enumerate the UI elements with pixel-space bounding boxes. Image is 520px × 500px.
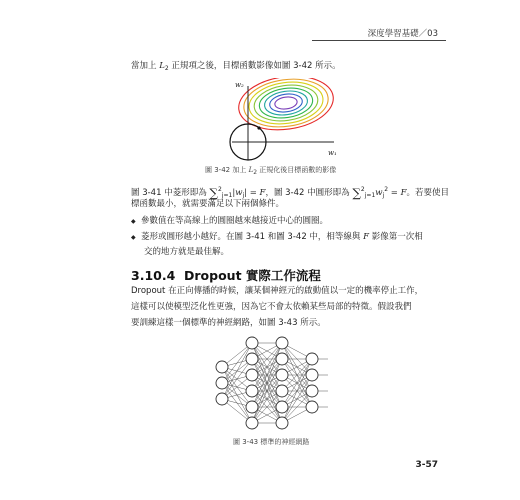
bullet-item: ◆ 菱形或圓形越小越好。在圖 3-41 和圖 3-42 中，相等線與 F 影像第一次相 [131, 232, 423, 242]
neuron-node [246, 369, 258, 381]
paragraph-diamond-circle-line2: 標函數最小，就需要滿足以下兩個條件。 [131, 199, 285, 209]
paragraph-diamond-circle: 圖 3-41 中菱形即為 $\sum^2_{j=1}|w_j| = F$，圖 3-42 中圓形即為 $\sum^2_{j=1}w_j^2 = F$。若要使目 [131, 186, 449, 200]
header-rule [312, 40, 446, 41]
optimum-point [257, 126, 260, 129]
neuron-node [246, 417, 258, 429]
axis-label-w2: w₂ [235, 81, 244, 89]
neuron-node [276, 401, 288, 413]
neuron-node [306, 353, 318, 365]
contour-line [269, 92, 304, 114]
running-header: 深度學習基礎／03 [367, 29, 438, 39]
neuron-node [276, 337, 288, 349]
figure-3-42-caption: 圖 3-42 加上 L2 正規化後目標函數的影像 [205, 166, 337, 176]
bullet-item: ◆ 參數值在等高線上的圓圈越來越接近中心的圓圈。 [131, 216, 329, 226]
neuron-node [216, 393, 228, 405]
dropout-paragraph-line: 這樣可以使模型泛化性更強，因為它不會太依賴某些局部的特徵。假設我們 [131, 302, 412, 312]
neuron-node [276, 369, 288, 381]
neuron-node [306, 385, 318, 397]
neuron-node [276, 353, 288, 365]
dropout-paragraph-line: Dropout 在正向傳播的時候，讓某個神經元的啟動值以一定的機率停止工作， [131, 286, 424, 296]
neuron-node [276, 417, 288, 429]
neuron-node [306, 369, 318, 381]
neuron-node [246, 385, 258, 397]
neuron-node [276, 385, 288, 397]
page-number: 3-57 [415, 460, 438, 470]
neuron-node [246, 401, 258, 413]
section-heading: 3.10.4 Dropout 實際工作流程 [131, 268, 321, 283]
bullet-item-continuation: 交的地方就是最佳解。 [144, 247, 230, 257]
contour-line [274, 96, 298, 111]
dropout-paragraph-line: 要訓練這樣一個標準的神經網路，如圖 3-43 所示。 [131, 318, 326, 328]
figure-3-43-network [212, 333, 330, 433]
neuron-node [216, 377, 228, 389]
intro-paragraph: 當加上 $L_2$ 正規項之後，目標函數影像如圖 3-42 所示。 [131, 61, 341, 72]
contour-line [257, 85, 314, 121]
neuron-node [306, 401, 318, 413]
neuron-node [246, 353, 258, 365]
neuron-node [216, 361, 228, 373]
contour-lines [235, 78, 337, 136]
figure-3-42 [222, 78, 342, 162]
neuron-node [246, 337, 258, 349]
figure-3-43-caption: 圖 3-43 標準的神經網路 [233, 438, 310, 446]
network-edge [282, 375, 312, 423]
axis-label-w1: w₁ [328, 149, 337, 157]
